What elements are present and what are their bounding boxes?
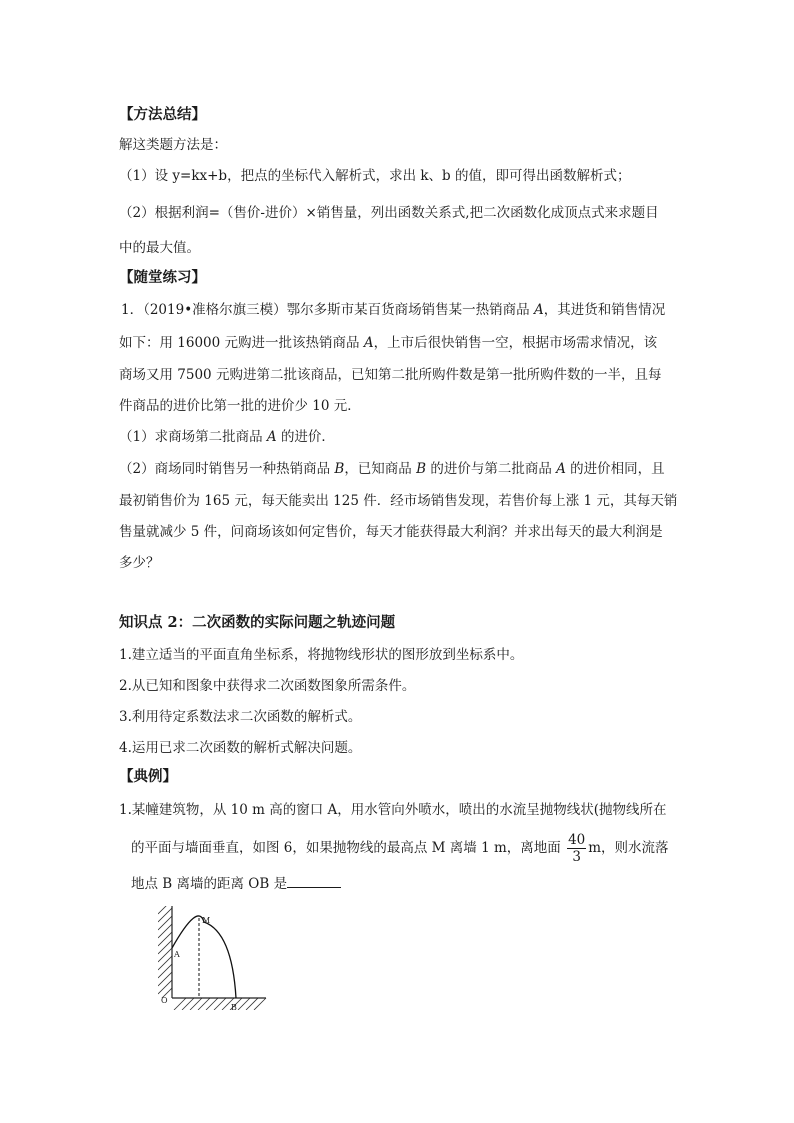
- var-a: A: [533, 302, 544, 318]
- knowledge-point-2-item-1: 1.建立适当的平面直角坐标系，将抛物线形状的图形放到坐标系中。: [119, 647, 524, 663]
- var-a: A: [556, 461, 566, 477]
- var-a: A: [266, 429, 277, 445]
- method-step-1: （1）设 y=kx+b，把点的坐标代入解析式，求出 k、b 的值，即可得出函数解析式；: [119, 168, 631, 184]
- var-b: B: [416, 461, 427, 477]
- label-m: M: [202, 916, 211, 925]
- method-intro: 解这类题方法是：: [119, 137, 227, 153]
- knowledge-point-2-item-3: 3.利用待定系数法求二次函数的解析式。: [119, 709, 362, 725]
- var-b: B: [334, 461, 345, 477]
- label-a: A: [174, 950, 180, 959]
- example-line-1: 1.某幢建筑物，从 10 m 高的窗口 A，用水管向外喷水，喷出的水流呈抛物线状(抛物线所在: [119, 802, 667, 818]
- practice-sub-question-1: （1）求商场第二批商品 A 的进价．: [119, 429, 335, 445]
- practice-sub-question-2-line-4: 多少？: [119, 555, 160, 571]
- example-line-3: 地点 B 离墙的距离 OB 是: [131, 873, 341, 894]
- practice-question-line-1: 1．（2019•准格尔旗三模）鄂尔多斯市某百货商场销售某一热销商品 A，其进货和销售情况: [121, 302, 666, 318]
- practice-sub-question-2-line-2: 最初销售价为 165 元，每天能卖出 125 件．经市场销售发现，若售价每上涨 1 元，其每天销: [119, 493, 678, 509]
- var-a: A: [363, 335, 374, 351]
- knowledge-point-2-title: 知识点 2：二次函数的实际问题之轨迹问题: [119, 614, 396, 631]
- method-summary-heading: 【方法总结】: [119, 106, 206, 123]
- practice-question-line-4: 件商品的进价比第一批的进价少 10 元．: [119, 398, 361, 414]
- example-line-2: 的平面与墙面垂直，如图 6，如果抛物线的最高点 M 离墙 1 m，离地面 $\frac{40}{3}$ m，则水流落: [131, 832, 669, 865]
- knowledge-point-2-item-2: 2.从已知和图象中获得求二次函数图象所需条件。: [119, 678, 416, 694]
- example-heading: 【典例】: [119, 768, 177, 785]
- answer-blank[interactable]: [287, 873, 341, 888]
- method-step-2: （2）根据利润=（售价-进价）×销售量，列出函数关系式,把二次函数化成顶点式来求题目: [119, 205, 659, 221]
- practice-question-line-3: 商场又用 7500 元购进第二批该商品，已知第二批所购件数是第一批所购件数的一半，且每: [119, 367, 662, 383]
- knowledge-point-2-item-4: 4.运用已求二次函数的解析式解决问题。: [119, 740, 362, 756]
- practice-sub-question-2-line-3: 售量就减少 5 件，问商场该如何定售价，每天才能获得最大利润？并求出每天的最大利润是: [119, 524, 663, 540]
- ground-hatching: [174, 998, 266, 1010]
- label-b: B: [231, 1003, 237, 1012]
- method-step-2-cont: 中的最大值。: [119, 240, 200, 256]
- practice-question-line-2: 如下：用 16000 元购进一批该热销商品 A，上市后很快销售一空，根据市场需求情况，该: [119, 335, 658, 351]
- label-o: O: [161, 996, 168, 1005]
- fraction-40-over-3: $\frac{40}{3}$: [568, 832, 586, 865]
- practice-sub-question-2: （2）商场同时销售另一种热销商品 B，已知商品 B 的进价与第二批商品 A 的进价相同，且: [119, 461, 665, 477]
- parabola-curve: [172, 916, 236, 998]
- parabola-figure: [158, 906, 268, 1014]
- wall-hatching: [158, 906, 172, 1002]
- practice-heading: 【随堂练习】: [119, 269, 206, 286]
